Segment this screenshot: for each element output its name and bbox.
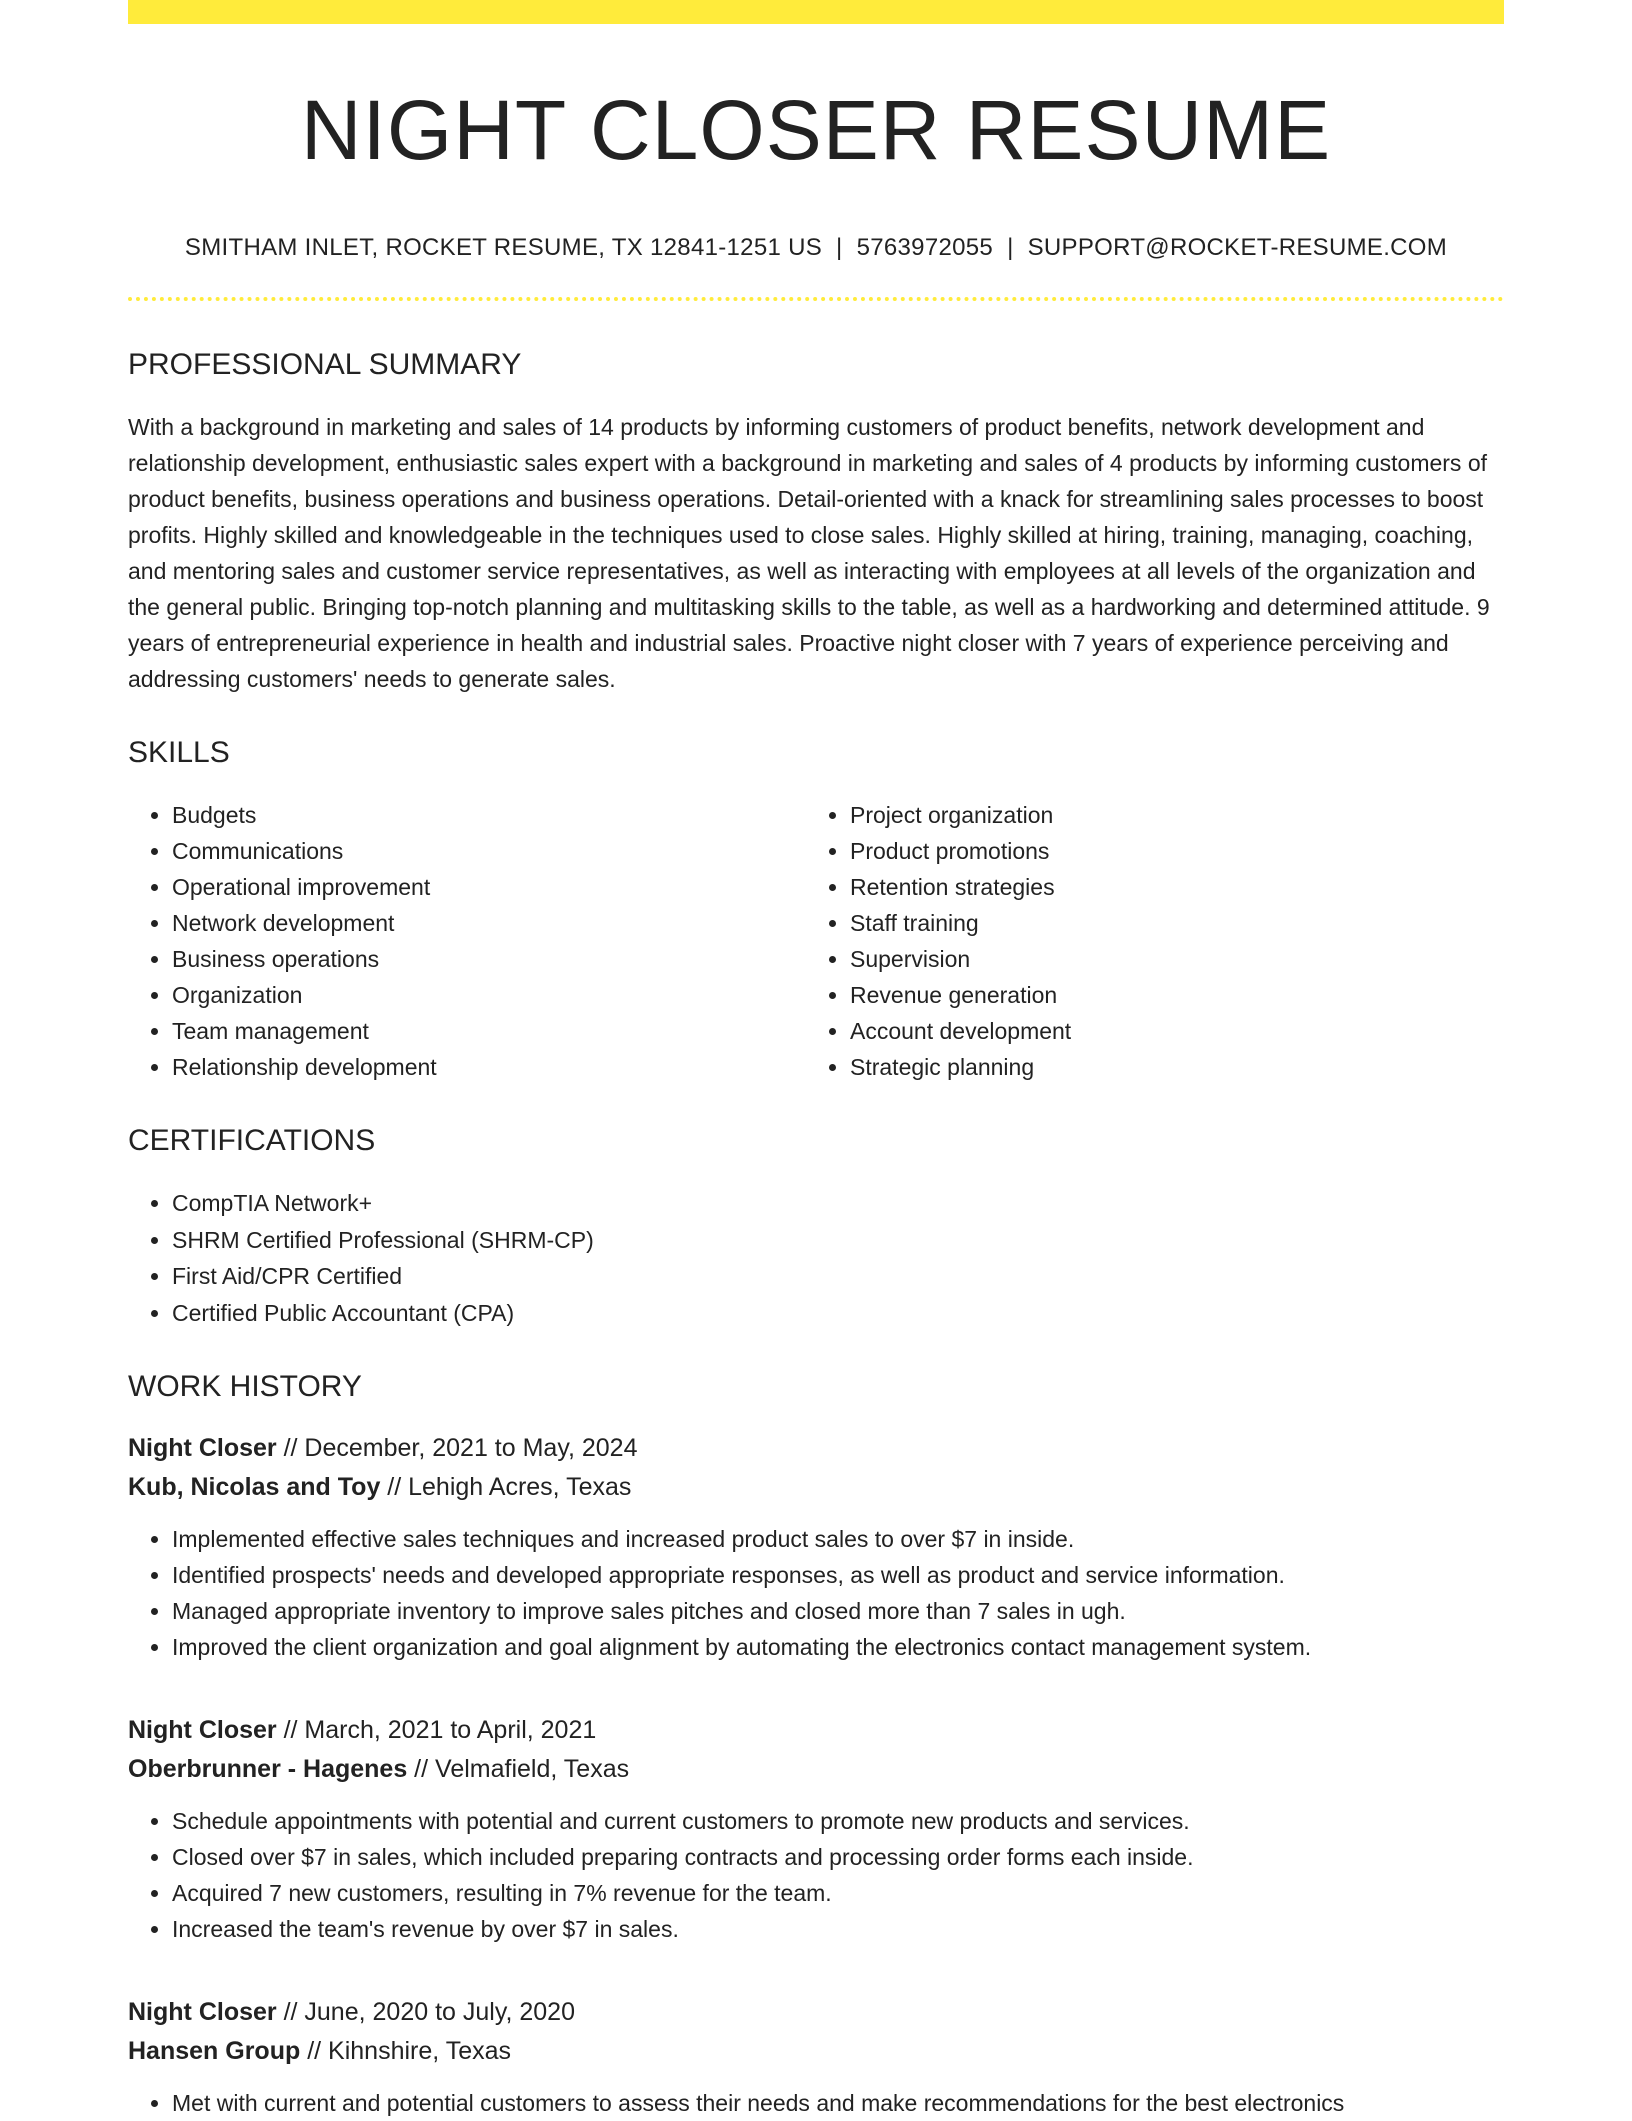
skill-item: • Business operations	[172, 941, 806, 977]
job-title: Night Closer	[128, 1434, 277, 1463]
skills-list-right	[806, 797, 1504, 1085]
summary-heading: PROFESSIONAL SUMMARY	[128, 348, 522, 382]
job-location: // Lehigh Acres, Texas	[380, 1473, 632, 1502]
certifications-heading: CERTIFICATIONS	[128, 1124, 376, 1158]
work-history-heading: WORK HISTORY	[128, 1370, 362, 1404]
certifications-list	[128, 1185, 1504, 1331]
resume-page	[128, 0, 1504, 2121]
job-location: // Kihnshire, Texas	[300, 2037, 512, 2066]
job-title-line	[128, 1711, 1504, 1750]
certification-item: • SHRM Certified Professional (SHRM-CP)	[172, 1222, 1504, 1259]
job-company-line	[128, 1468, 1504, 1507]
job-entry	[128, 1711, 1504, 1947]
job-bullet: • Identified prospects' needs and developed appropriate responses, as well as product and service information.	[172, 1557, 1504, 1593]
accent-bar	[128, 0, 1504, 24]
job-entry	[128, 1993, 1504, 2121]
skill-item: • Staff training	[850, 905, 1504, 941]
skills-heading: SKILLS	[128, 736, 230, 770]
page-title: NIGHT CLOSER RESUME	[300, 83, 1332, 177]
skill-item: • Account development	[850, 1013, 1504, 1049]
skill-item: • Strategic planning	[850, 1049, 1504, 1085]
job-bullet: • Met with current and potential customers to assess their needs and make recommendations for the best electronics	[172, 2085, 1504, 2121]
job-company: Hansen Group	[128, 2037, 301, 2066]
skill-item: • Budgets	[172, 797, 806, 833]
skill-item: • Supervision	[850, 941, 1504, 977]
job-dates: // March, 2021 to April, 2021	[276, 1716, 597, 1745]
job-bullets	[128, 1803, 1504, 1947]
job-company: Kub, Nicolas and Toy	[128, 1473, 381, 1502]
job-company: Oberbrunner - Hagenes	[128, 1755, 408, 1784]
job-bullet: • Closed over $7 in sales, which included preparing contracts and processing order forms each inside.	[172, 1839, 1504, 1875]
skills-list-left	[128, 797, 806, 1085]
skill-item: • Relationship development	[172, 1049, 806, 1085]
job-title-line	[128, 1993, 1504, 2032]
skill-item: • Revenue generation	[850, 977, 1504, 1013]
job-bullets	[128, 2085, 1504, 2121]
summary-text: With a background in marketing and sales of 14 products by informing customers of product benefits, network development and relationship development, enthusiastic sales expert with a background in marketing and sales of 4 products by informing customers of product benefits, business operations and business operations. Detail-oriented with a knack for streamlining sales processes to boost profits. Highly skilled and knowledgeable in the techniques used to close sales. Highly skilled at hiring, training, managing, coaching, and mentoring sales and customer service representatives, as well as interacting with employees at all levels of the organization and the general public. Bringing top-notch planning and multitasking skills to the table, as well as a hardworking and determined attitude. 9 years of entrepreneurial experience in health and industrial sales. Proactive night closer with 7 years of experience perceiving and addressing customers' needs to generate sales.	[128, 414, 1490, 693]
certification-item: • Certified Public Accountant (CPA)	[172, 1295, 1504, 1332]
job-dates: // December, 2021 to May, 2024	[276, 1434, 638, 1463]
job-bullet: • Increased the team's revenue by over $7 in sales.	[172, 1911, 1504, 1947]
skill-item: • Retention strategies	[850, 869, 1504, 905]
certification-item: • First Aid/CPR Certified	[172, 1258, 1504, 1295]
contact-separator: |	[1007, 234, 1014, 262]
skill-item: • Communications	[172, 833, 806, 869]
job-company-line	[128, 2032, 1504, 2071]
skill-item: • Operational improvement	[172, 869, 806, 905]
job-bullet: • Managed appropriate inventory to improve sales pitches and closed more than 7 sales in ugh.	[172, 1593, 1504, 1629]
skill-item: • Network development	[172, 905, 806, 941]
job-company-line	[128, 1750, 1504, 1789]
job-bullets	[128, 1521, 1504, 1665]
dotted-divider	[128, 297, 1504, 301]
skills-columns	[128, 797, 1504, 1085]
contact-line	[128, 234, 1504, 263]
skill-item: • Product promotions	[850, 833, 1504, 869]
skill-item: • Team management	[172, 1013, 806, 1049]
contact-phone[interactable]: 5763972055	[856, 234, 994, 262]
job-title: Night Closer	[128, 1716, 277, 1745]
contact-separator: |	[836, 234, 843, 262]
skill-item: • Organization	[172, 977, 806, 1013]
certification-item: • CompTIA Network+	[172, 1185, 1504, 1222]
job-bullet: • Schedule appointments with potential and current customers to promote new products and services.	[172, 1803, 1504, 1839]
job-title: Night Closer	[128, 1998, 277, 2027]
job-bullet: • Acquired 7 new customers, resulting in 7% revenue for the team.	[172, 1875, 1504, 1911]
contact-address: SMITHAM INLET, ROCKET RESUME, TX 12841-1251 US	[184, 234, 823, 262]
skill-item: • Project organization	[850, 797, 1504, 833]
job-bullet: • Implemented effective sales techniques and increased product sales to over $7 in inside.	[172, 1521, 1504, 1557]
job-location: // Velmafield, Texas	[407, 1755, 630, 1784]
job-entry	[128, 1429, 1504, 1665]
job-title-line	[128, 1429, 1504, 1468]
job-bullet: • Improved the client organization and goal alignment by automating the electronics contact management system.	[172, 1629, 1504, 1665]
contact-email[interactable]: SUPPORT@ROCKET-RESUME.COM	[1027, 234, 1448, 262]
job-dates: // June, 2020 to July, 2020	[276, 1998, 575, 2027]
